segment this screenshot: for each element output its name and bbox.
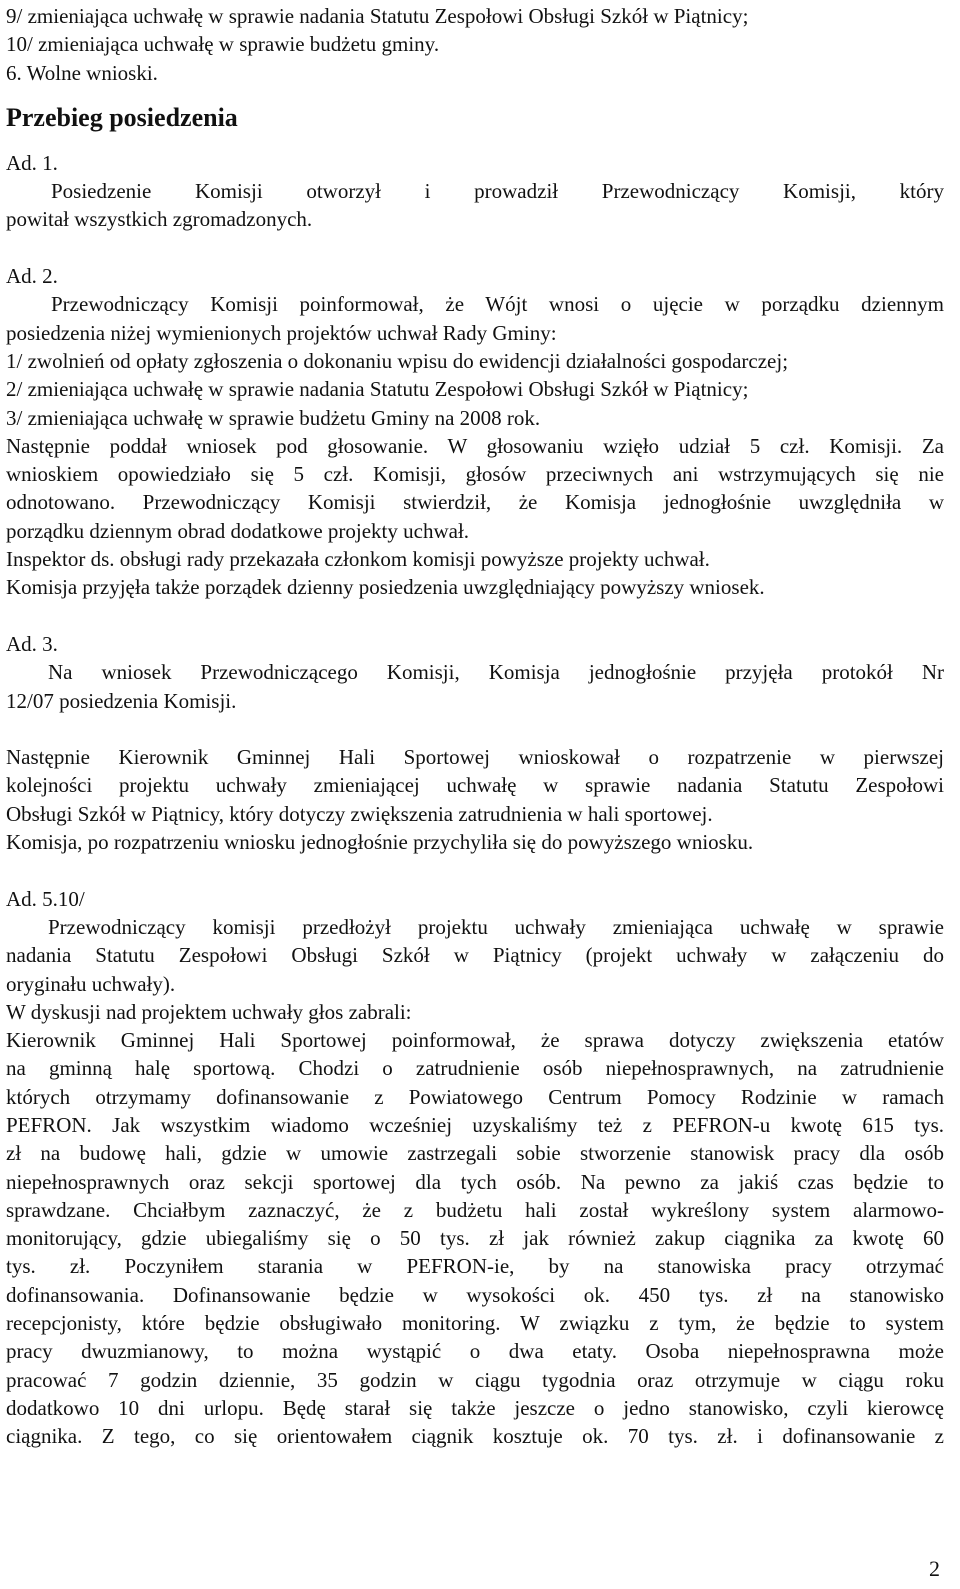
ad1-section xyxy=(6,149,944,234)
ad2-label: Ad. 2. xyxy=(6,264,58,289)
ad5-label: Ad. 5.10/ xyxy=(6,886,85,911)
ad5-line: pracować 7 godzin dziennie, 35 godzin w ciągu tygodnia oraz otrzymuje w ciągu roku xyxy=(6,1367,944,1392)
ad5-line: Przewodniczący komisji przedłożył projektu uchwały zmieniająca uchwałę w sprawie xyxy=(48,914,944,939)
ad3-line: 12/07 posiedzenia Komisji. xyxy=(6,688,237,713)
ad2-section xyxy=(6,262,944,602)
ad5-line: recepcjonisty, które będzie obsługiwało monitoring. W związku z tym, że będzie to system xyxy=(6,1311,944,1336)
ad5-line: monitorujący, gdzie ubiegaliśmy się o 50 tys. zł jak również zakup ciągnika za kwotę 60 xyxy=(6,1226,944,1251)
ad2-line: 3/ zmieniająca uchwałę w sprawie budżetu Gminy na 2008 rok. xyxy=(6,405,541,430)
ad5-line: dofinansowania. Dofinansowanie będzie w wysokości ok. 450 tys. zł na stanowisko xyxy=(6,1282,944,1307)
spacer xyxy=(6,715,944,743)
ad5-line: oryginału uchwały). xyxy=(6,971,176,996)
hall-line: Następnie Kierownik Gminnej Hali Sportowej wnioskował o rozpatrzenie w pierwszej xyxy=(6,745,944,770)
ad1-label: Ad. 1. xyxy=(6,150,58,175)
ad5-line: nadania Statutu Zespołowi Obsługi Szkół w Piątnicy (projekt uchwały w załączeniu do xyxy=(6,943,944,968)
ad2-line: odnotowano. Przewodniczący Komisji stwierdził, że Komisja jednogłośnie uwzględniła w xyxy=(6,490,944,515)
spacer xyxy=(6,234,944,262)
ad5-line: pracy dwuzmianowy, to można wystąpić o dwa etaty. Osoba niepełnosprawna może xyxy=(6,1339,944,1364)
agenda-item-9: 9/ zmieniająca uchwałę w sprawie nadania Statutu Zespołowi Obsługi Szkół w Piątnicy; xyxy=(6,4,749,28)
document-page xyxy=(6,2,944,1451)
hall-line: Obsługi Szkół w Piątnicy, który dotyczy zwiększenia zatrudnienia w hali sportowej. xyxy=(6,801,713,826)
ad5-line: tys. zł. Poczyniłem starania w PEFRON-ie, by na stanowiska pracy otrzymać xyxy=(6,1254,944,1279)
ad5-line: Kierownik Gminnej Hali Sportowej poinformował, że sprawa dotyczy zwiększenia etatów xyxy=(6,1028,944,1053)
ad3-section xyxy=(6,630,944,715)
spacer xyxy=(6,602,944,630)
ad2-line: Komisja przyjęła także porządek dzienny posiedzenia uwzględniający powyższy wniosek. xyxy=(6,575,765,600)
agenda-item-6: 6. Wolne wnioski. xyxy=(6,60,158,85)
ad2-line: Inspektor ds. obsługi rady przekazała członkom komisji powyższe projekty uchwał. xyxy=(6,547,710,572)
hall-paragraph xyxy=(6,743,944,856)
ad2-line: Następnie poddał wniosek pod głosowanie. W głosowaniu wzięło udział 5 czł. Komisji. Za xyxy=(6,433,944,458)
agenda-continuation xyxy=(6,2,944,87)
ad5-line: dodatkowo 10 dni urlopu. Będę starał się także jeszcze o jedno stanowisko, czyli kierowcę xyxy=(6,1395,944,1420)
ad5-section xyxy=(6,885,944,1451)
section-heading: Przebieg posiedzenia xyxy=(6,102,238,132)
ad1-line: powitał wszystkich zgromadzonych. xyxy=(6,207,313,232)
ad5-line: sprawdzane. Chciałbym zaznaczyć, że z budżetu hali został wykreślony system alarmowo- xyxy=(6,1197,944,1222)
ad3-line: Na wniosek Przewodniczącego Komisji, Komisja jednogłośnie przyjęła protokół Nr xyxy=(48,660,944,685)
ad2-line: wnioskiem opowiedziało się 5 czł. Komisji, głosów przeciwnych ani wstrzymujących się nie xyxy=(6,462,944,487)
hall-line: Komisja, po rozpatrzeniu wniosku jednogłośnie przychyliła się do powyższego wniosku. xyxy=(6,830,754,855)
hall-line: kolejności projektu uchwały zmieniającej uchwałę w sprawie nadania Statutu Zespołowi xyxy=(6,773,944,798)
ad3-label: Ad. 3. xyxy=(6,631,58,656)
ad5-line: na gminną halę sportową. Chodzi o zatrudnienie osób niepełnosprawnych, na zatrudnienie xyxy=(6,1056,944,1081)
ad2-line: 2/ zmieniająca uchwałę w sprawie nadania Statutu Zespołowi Obsługi Szkół w Piątnicy; xyxy=(6,377,749,402)
ad5-line: zł na budowę hali, gdzie w umowie zastrzegali sobie stworzenie stanowisk pracy dla osób xyxy=(6,1141,944,1166)
page-number: 2 xyxy=(929,1556,940,1581)
ad5-line: W dyskusji nad projektem uchwały głos zabrali: xyxy=(6,999,412,1024)
ad5-line: PEFRON. Jak wszystkim wiadomo wcześniej uzyskaliśmy też z PEFRON-u kwotę 615 tys. xyxy=(6,1112,944,1137)
ad2-line: posiedzenia niżej wymienionych projektów uchwał Rady Gminy: xyxy=(6,320,557,345)
ad2-line: porządku dziennym obrad dodatkowe projekty uchwał. xyxy=(6,518,470,543)
agenda-item-10: 10/ zmieniająca uchwałę w sprawie budżetu gminy. xyxy=(6,32,440,57)
ad1-line: Posiedzenie Komisji otworzył i prowadził Przewodniczący Komisji, który xyxy=(51,179,944,204)
ad5-line: których otrzymamy dofinansowanie z Powiatowego Centrum Pomocy Rodzinie w ramach xyxy=(6,1084,944,1109)
spacer xyxy=(6,856,944,884)
ad5-line: ciągnika. Z tego, co się orientowałem ciągnik kosztuje ok. 70 tys. zł. i dofinansowanie z xyxy=(6,1424,944,1449)
ad2-line: 1/ zwolnień od opłaty zgłoszenia o dokonaniu wpisu do ewidencji działalności gospodarczej; xyxy=(6,348,789,373)
ad5-line: niepełnosprawnych oraz sekcji sportowej dla tych osób. Na pewno za jakiś czas będzie to xyxy=(6,1169,944,1194)
ad2-line: Przewodniczący Komisji poinformował, że Wójt wnosi o ujęcie w porządku dziennym xyxy=(51,292,944,317)
